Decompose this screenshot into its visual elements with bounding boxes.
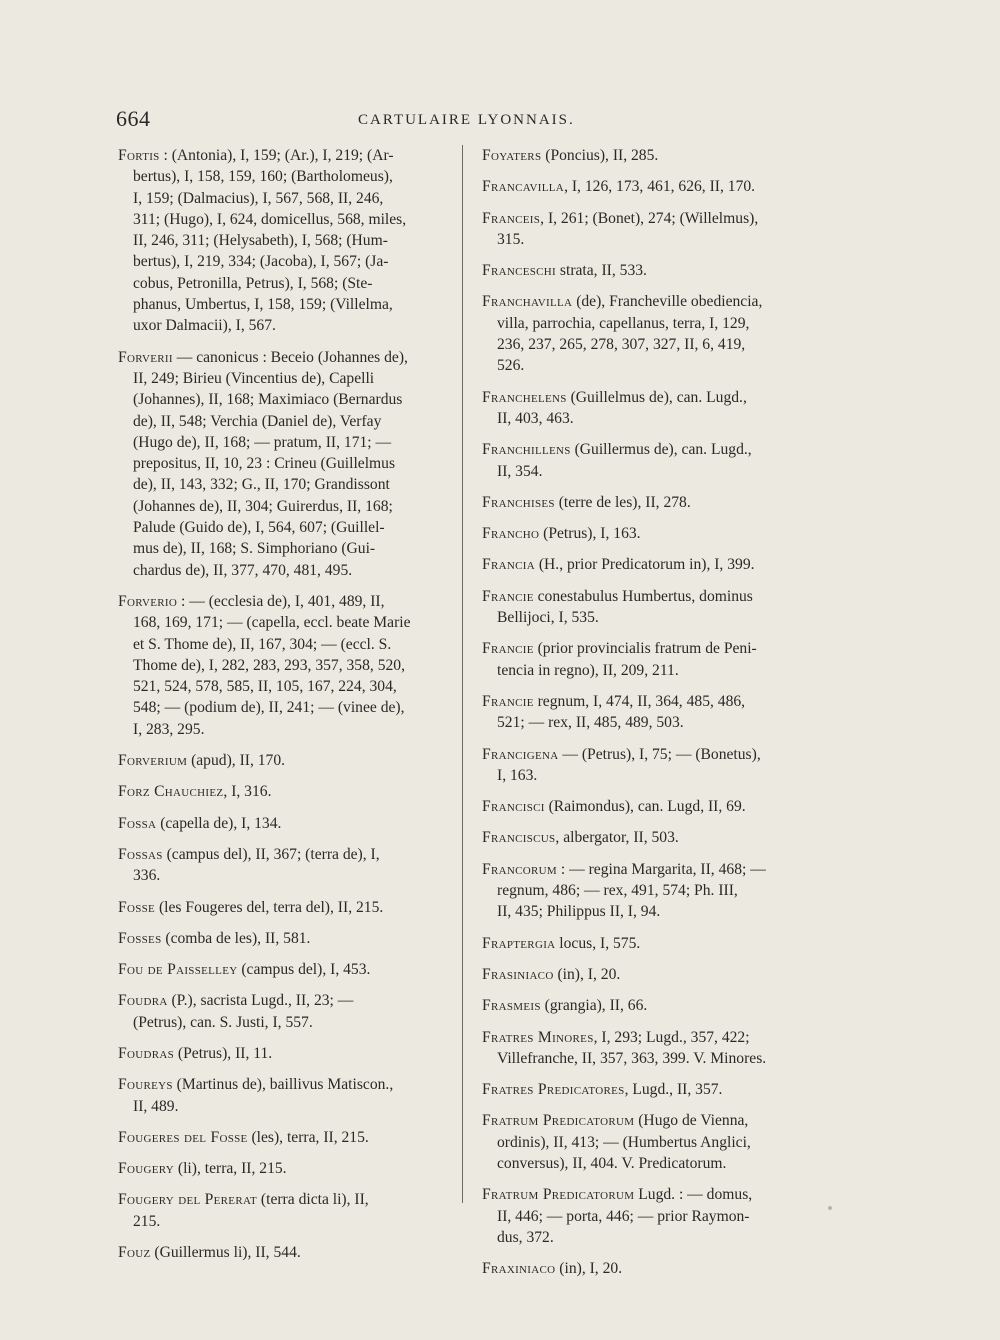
index-entry bbox=[482, 208, 834, 251]
entry-text: conestabulus Humbertus, dominus Bellijoci, I, 535. bbox=[497, 587, 753, 627]
entry-headword: Fouz bbox=[118, 1244, 151, 1262]
entry-text: (capella de), I, 134. bbox=[156, 814, 282, 832]
column-divider bbox=[462, 145, 463, 1203]
entry-headword: Fosses bbox=[118, 929, 162, 947]
index-entry bbox=[482, 492, 834, 513]
entry-headword: Forz Chauchiez bbox=[118, 783, 224, 801]
entry-headword: Franchelens bbox=[482, 388, 567, 406]
index-entry bbox=[482, 1027, 834, 1070]
running-title: CARTULAIRE LYONNAIS. bbox=[358, 112, 575, 128]
index-entry bbox=[482, 291, 834, 376]
index-entry bbox=[118, 897, 460, 918]
entry-headword: Forverium bbox=[118, 752, 188, 770]
entry-text: , I, 293; Lugd., 357, 422; Villefranche, II, 357, 363, 399. V. Minores. bbox=[497, 1028, 767, 1067]
index-entry bbox=[118, 844, 460, 887]
index-entry bbox=[118, 1127, 460, 1148]
entry-headword: Frasiniaco bbox=[482, 965, 554, 983]
index-entry bbox=[118, 1043, 460, 1064]
entry-text: (les Fougeres del, terra del), II, 215. bbox=[155, 898, 384, 916]
index-entry bbox=[482, 796, 834, 817]
entry-text: (Guillelmus de), can. Lugd., II, 403, 463. bbox=[497, 388, 747, 427]
entry-headword: Forverio bbox=[118, 592, 178, 610]
entry-text: : — regina Margarita, II, 468; — regnum, 486; — rex, 491, 574; Ph. III, II, 435; Philippus II, I, 94. bbox=[497, 860, 766, 921]
entry-headword: Franchavilla bbox=[482, 293, 573, 311]
index-entry bbox=[482, 827, 834, 848]
entry-headword: Forverii bbox=[118, 348, 173, 366]
entry-text: — canonicus : Beceio (Johannes de), II, 249; Birieu (Vincentius de), Capelli (Johannes), II, 168; Maximiaco (Bernardus de), II, 548; Verchia (Daniel de), Verfay (Hugo de), II, 168; — pratum, II, 171; — prepositus, II, 10, 23 : Crineu (Guillelmus de), II, 143, 332; G., II, 170; Grandissont (Johannes de), II, 304; Guirerdus, II, 168; Palude (Guido de), I, 564, 607; (Guillel- mus de), II, 168; S. Simphoriano (Gui- chardus de), II, 377, 470, 481, 495. bbox=[133, 348, 408, 579]
index-entry bbox=[482, 933, 834, 954]
entry-text: regnum, I, 474, II, 364, 485, 486, 521; — rex, II, 485, 489, 503. bbox=[497, 692, 746, 732]
entry-headword: Francia bbox=[482, 556, 535, 574]
index-entry bbox=[482, 638, 834, 681]
entry-text: (campus del), II, 367; (terra de), I, 336. bbox=[133, 845, 380, 885]
entry-text: (grangia), II, 66. bbox=[540, 997, 648, 1015]
index-entry bbox=[482, 387, 834, 430]
entry-headword: Franchillens bbox=[482, 441, 571, 459]
entry-headword: Franchises bbox=[482, 493, 555, 511]
entry-headword: Foyaters bbox=[482, 147, 542, 164]
entry-text: (Raimondus), can. Lugd, II, 69. bbox=[544, 798, 746, 816]
entry-text: (Hugo de Vienna, ordinis), II, 413; — (Humbertus Anglici, conversus), II, 404. V. Predicatorum. bbox=[497, 1112, 751, 1172]
entry-text: strata, II, 533. bbox=[556, 262, 647, 280]
entry-text: (in), I, 20. bbox=[555, 1260, 623, 1278]
index-entry bbox=[118, 1074, 460, 1117]
index-entry bbox=[482, 523, 834, 544]
index-entry bbox=[482, 586, 834, 629]
entry-headword: Franceis bbox=[482, 209, 541, 227]
right-column bbox=[482, 145, 834, 1289]
index-entry bbox=[118, 145, 460, 337]
entry-headword: Fosse bbox=[118, 898, 156, 916]
index-entry bbox=[482, 995, 834, 1016]
index-entry bbox=[482, 145, 834, 166]
entry-headword: Fratres Minores bbox=[482, 1028, 594, 1046]
entry-text: (li), terra, II, 215. bbox=[174, 1160, 287, 1178]
entry-headword: Francho bbox=[482, 525, 540, 543]
index-entry bbox=[118, 959, 460, 980]
entry-text: , albergator, II, 503. bbox=[555, 829, 679, 847]
entry-text: locus, I, 575. bbox=[555, 934, 641, 952]
entry-headword: Fougeres del Fosse bbox=[118, 1128, 248, 1146]
index-entry bbox=[118, 813, 460, 834]
index-entry bbox=[118, 1158, 460, 1179]
entry-text: (P.), sacrista Lugd., II, 23; — (Petrus), can. S. Justi, I, 557. bbox=[133, 992, 354, 1031]
entry-text: Lugd. : — domus, II, 446; — porta, 446; — prior Raymon- dus, 372. bbox=[497, 1186, 753, 1246]
entry-text: (terra dicta li), II, 215. bbox=[133, 1191, 369, 1230]
entry-text: , I, 316. bbox=[223, 783, 272, 801]
entry-headword: Francie bbox=[482, 692, 534, 710]
entry-text: (comba de les), II, 581. bbox=[161, 929, 311, 947]
entry-headword: Fratrum Predicatorum bbox=[482, 1112, 635, 1130]
entry-text: (Poncius), II, 285. bbox=[541, 147, 659, 164]
entry-text: (terre de les), II, 278. bbox=[554, 493, 691, 511]
left-column bbox=[118, 145, 460, 1273]
entry-headword: Fossa bbox=[118, 814, 157, 832]
entry-headword: Fougery bbox=[118, 1160, 174, 1178]
index-entry bbox=[482, 554, 834, 575]
index-entry bbox=[118, 1242, 460, 1263]
entry-headword: Francie bbox=[482, 640, 534, 658]
entry-text: (apud), II, 170. bbox=[187, 752, 286, 770]
entry-headword: Francigena bbox=[482, 745, 559, 763]
entry-headword: Francisci bbox=[482, 798, 545, 816]
entry-text: (prior provincialis fratrum de Peni- tencia in regno), II, 209, 211. bbox=[497, 640, 757, 679]
entry-headword: Foudra bbox=[118, 992, 168, 1010]
entry-text: (Petrus), II, 11. bbox=[174, 1044, 273, 1062]
entry-text: : (Antonia), I, 159; (Ar.), I, 219; (Ar- bertus), I, 158, 159, 160; (Bartholomeus), I, 159; (Dalmacius), I, 567, 568, II, 246, 311; (Hugo), I, 624, domicellus, 568, miles, II, 246, 311; (Helysabeth), I, 568; (Hum- bertus), I, 219, 334; (Jacoba), I, 567; (Ja- cobus, Petronilla, Petrus), I, 568; (Ste- phanus, Umbertus, I, 158, 159; (Villelma, uxor Dalmacii), I, 567. bbox=[133, 147, 407, 335]
index-entry bbox=[482, 859, 834, 923]
entry-text: (campus del), I, 453. bbox=[237, 961, 371, 979]
entry-headword: Fougery del Pererat bbox=[118, 1191, 258, 1209]
index-entry bbox=[482, 1184, 834, 1248]
entry-headword: Francavilla bbox=[482, 178, 565, 196]
index-entry bbox=[482, 260, 834, 281]
index-entry bbox=[482, 1258, 834, 1279]
entry-headword: Fraxiniaco bbox=[482, 1260, 556, 1278]
entry-headword: Fortis bbox=[118, 147, 160, 164]
entry-headword: Franceschi bbox=[482, 262, 557, 280]
entry-headword: Fossas bbox=[118, 845, 163, 863]
entry-text: (les), terra, II, 215. bbox=[247, 1128, 369, 1146]
entry-headword: Francie bbox=[482, 587, 534, 605]
index-entry bbox=[118, 347, 460, 581]
paper-speck bbox=[828, 1206, 832, 1210]
entry-text: (Petrus), I, 163. bbox=[539, 525, 641, 543]
entry-text: (Martinus de), baillivus Matiscon., II, 489. bbox=[133, 1076, 394, 1115]
entry-headword: Frasmeis bbox=[482, 997, 541, 1015]
index-entry bbox=[118, 928, 460, 949]
entry-text: : — (ecclesia de), I, 401, 489, II, 168, 169, 171; — (capella, eccl. beate Marie et S. Thome de), II, 167, 304; — (eccl. S. Thome de), I, 282, 283, 293, 357, 358, 520, 521, 524, 578, 585, II, 105, 167, 224, 304, 548; — (podium de), II, 241; — (vinee de), I, 283, 295. bbox=[133, 592, 411, 738]
entry-headword: Francorum bbox=[482, 860, 557, 878]
index-entry bbox=[482, 439, 834, 482]
entry-headword: Foudras bbox=[118, 1044, 175, 1062]
entry-text: (de), Francheville obediencia, villa, parrochia, capellanus, terra, I, 129, 236, 237, 265, 278, 307, 327, II, 6, 419, 526. bbox=[497, 293, 763, 375]
index-entry bbox=[482, 744, 834, 787]
entry-headword: Franciscus bbox=[482, 829, 556, 847]
entry-text: (in), I, 20. bbox=[553, 965, 621, 983]
entry-text: (Guillermus li), II, 544. bbox=[150, 1244, 301, 1262]
index-entry bbox=[482, 1110, 834, 1174]
page-number: 664 bbox=[116, 106, 151, 131]
entry-text: — (Petrus), I, 75; — (Bonetus), I, 163. bbox=[497, 745, 761, 784]
entry-headword: Fratres Predicatores bbox=[482, 1081, 625, 1099]
index-entry bbox=[482, 964, 834, 985]
entry-headword: Fratrum Predicatorum bbox=[482, 1186, 635, 1204]
entry-text: , Lugd., II, 357. bbox=[624, 1081, 723, 1099]
entry-text: , I, 126, 173, 461, 626, II, 170. bbox=[564, 178, 756, 196]
entry-text: (Guillermus de), can. Lugd., II, 354. bbox=[497, 441, 752, 480]
index-entry bbox=[118, 1189, 460, 1232]
index-entry bbox=[118, 990, 460, 1033]
index-entry bbox=[118, 591, 460, 740]
entry-text: (H., prior Predicatorum in), I, 399. bbox=[534, 556, 755, 574]
entry-headword: Fraptergia bbox=[482, 934, 556, 952]
index-entry bbox=[118, 750, 460, 771]
entry-headword: Fou de Paisselley bbox=[118, 961, 238, 979]
index-entry bbox=[482, 691, 834, 734]
index-entry bbox=[482, 176, 834, 197]
entry-text: , I, 261; (Bonet), 274; (Willelmus), 315. bbox=[497, 209, 759, 248]
index-entry bbox=[482, 1079, 834, 1100]
index-entry bbox=[118, 781, 460, 802]
entry-headword: Foureys bbox=[118, 1076, 173, 1094]
